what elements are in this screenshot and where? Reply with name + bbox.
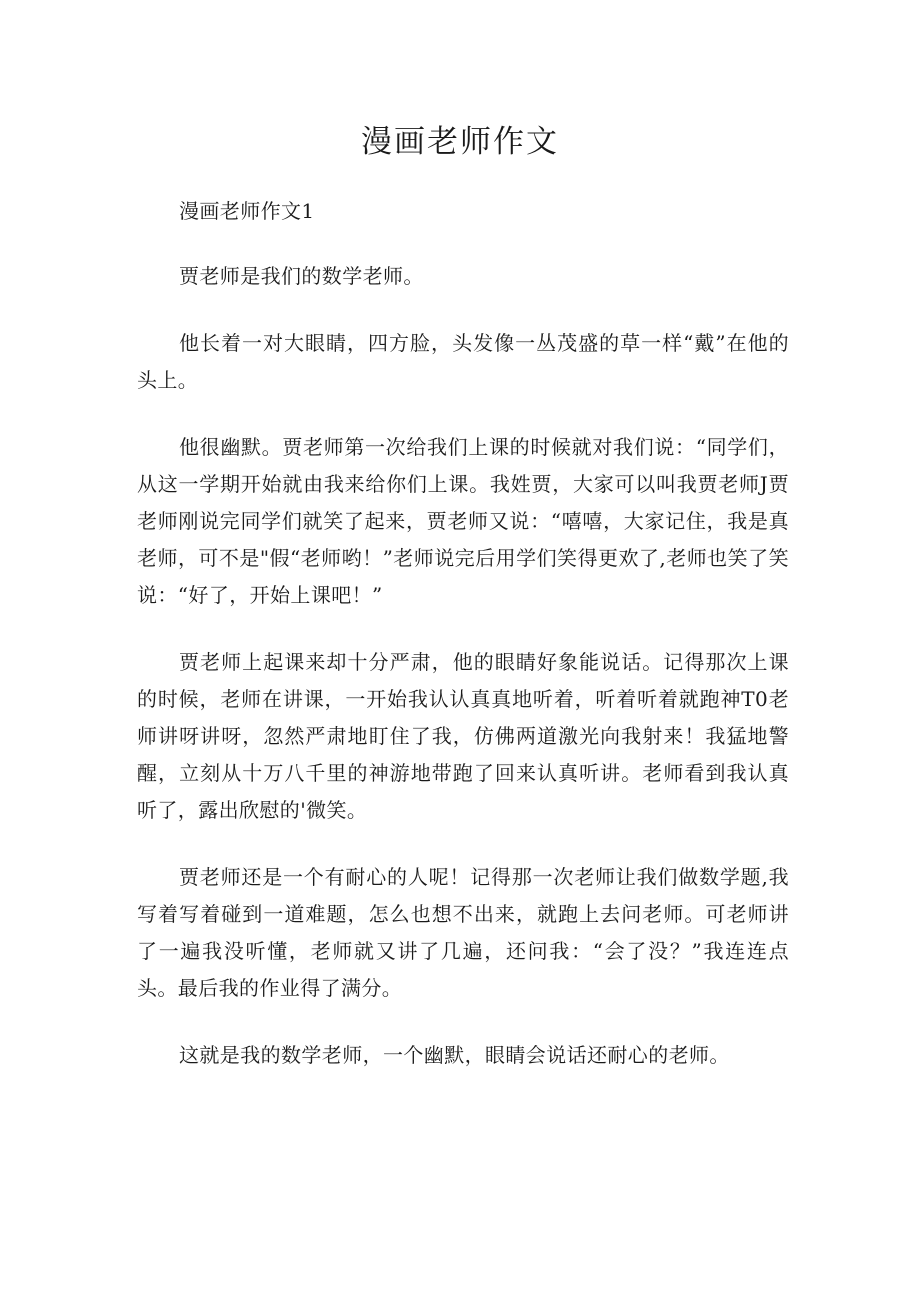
document-title: 漫画老师作文	[361, 124, 559, 160]
paragraph-2: 他长着一对大眼睛，四方脸，头发像一丛茂盛的草一样“戴”在他的头上。	[137, 331, 789, 392]
essay-subtitle: 漫画老师作文1	[179, 199, 315, 223]
document-body	[137, 193, 789, 1104]
paragraph-4: 贾老师上起课来却十分严肃，他的眼睛好象能说话。记得那次上课的时候，老师在讲课，一开始我认认真真地听着，听着听着就跑神T0老师讲呀讲呀，忽然严肃地盯住了我，仿佛两道激光向我射来！我猛地警醒，立刻从十万八千里的神游地带跑了回来认真听讲。老师看到我认真听了，露出欣慰的'微笑。	[137, 650, 789, 822]
paragraph-5: 贾老师还是一个有耐心的人呢！记得那一次老师让我们做数学题,我写着写着碰到一道难题，怎么也想不出来，就跑上去问老师。可老师讲了一遍我没听懂，老师就又讲了几遍，还问我：“会了没？”我连连点头。最后我的作业得了满分。	[137, 865, 789, 1000]
paragraph-3: 他很幽默。贾老师第一次给我们上课的时候就对我们说：“同学们，从这一学期开始就由我来给你们上课。我姓贾，大家可以叫我贾老师J贾老师刚说完同学们就笑了起来，贾老师又说：“嘻嘻，大家记住，我是真老师，可不是"假“老师哟！”老师说完后用学们笑得更欢了,老师也笑了笑说：“好了，开始上课吧！”	[137, 435, 789, 607]
paragraph-6: 这就是我的数学老师，一个幽默，眼睛会说话还耐心的老师。	[179, 1043, 730, 1067]
paragraph-1: 贾老师是我们的数学老师。	[179, 264, 424, 288]
